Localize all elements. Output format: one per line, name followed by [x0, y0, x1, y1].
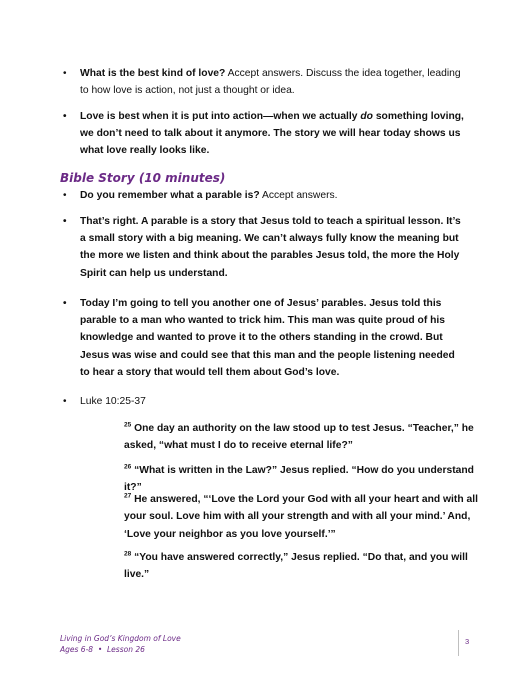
bullet-item-scripture-reference [63, 393, 465, 410]
bullet-text: something loving, we don’t need to talk about it anymore. The story we will hear today shows us what love really looks like. [80, 111, 464, 157]
bullet-emphasis: do [360, 111, 373, 122]
bullet-question: Do you remember what a parable is? [80, 190, 260, 201]
bullet-text: Love is best when it is put into action—when we actually [80, 111, 361, 122]
bullet-item-parable-intro [63, 295, 465, 381]
verse-25 [124, 420, 484, 455]
bullet-icon: • [63, 216, 67, 227]
verse-text: One day an authority on the law stood up to test Jesus. “Teacher,” he asked, “what must I do to receive eternal life?” [124, 423, 474, 452]
bullet-icon: • [63, 111, 67, 122]
footer-title: Living in God’s Kingdom of Love [60, 634, 181, 643]
bullet-icon: • [63, 68, 67, 79]
page-footer [60, 633, 181, 655]
verse-27 [124, 491, 484, 543]
bullet-item-parable-question [63, 187, 465, 204]
verse-number: 26 [124, 463, 132, 471]
bullet-icon: • [63, 298, 67, 309]
bullet-item-best-kind-of-love [63, 65, 465, 99]
verse-number: 25 [124, 421, 132, 429]
bullet-text: Accept answers. [259, 190, 338, 201]
verse-number: 27 [124, 492, 132, 500]
verse-text: “You have answered correctly,” Jesus replied. “Do that, and you will live.” [124, 552, 468, 581]
verse-28 [124, 549, 484, 584]
scripture-reference: Luke 10:25-37 [80, 396, 146, 407]
bullet-icon: • [63, 396, 67, 407]
footer-subtitle: Ages 6-8 • Lesson 26 [60, 645, 145, 654]
footer-divider [458, 630, 459, 656]
verse-text: He answered, “‘Love the Lord your God with all your heart and with all your soul. Love him with all your strength and with all your mind.’ And, ‘Love your neighbor as you love yourself.’” [124, 494, 478, 540]
bullet-text: That’s right. A parable is a story that Jesus told to teach a spiritual lesson. It’s a small story with a big meaning. We can’t always fully know the meaning but the more we listen and think about the parables Jesus told, the more the Holy Spirit can help us understand. [80, 216, 461, 279]
bullet-item-parable-definition [63, 213, 465, 282]
section-heading: Bible Story (10 minutes) [60, 171, 226, 185]
verse-text: “What is written in the Law?” Jesus replied. “How do you understand it?” [124, 465, 474, 494]
verse-number: 28 [124, 550, 132, 558]
bullet-item-love-in-action [63, 108, 465, 160]
bullet-text: Accept answers. Discuss the idea together, leading to how love is action, not just a thought or idea. [80, 68, 461, 97]
bullet-question: What is the best kind of love? [80, 68, 226, 79]
bullet-text: Today I’m going to tell you another one of Jesus’ parables. Jesus told this parable to a man who wanted to trick him. This man was quite proud of his knowledge and wanted to prove it to the others standing in the crowd. But Jesus was wise and could see that this man and the people listening needed to hear a story that would tell them about God’s love. [80, 298, 455, 378]
page-number: 3 [465, 637, 470, 646]
bullet-icon: • [63, 190, 67, 201]
